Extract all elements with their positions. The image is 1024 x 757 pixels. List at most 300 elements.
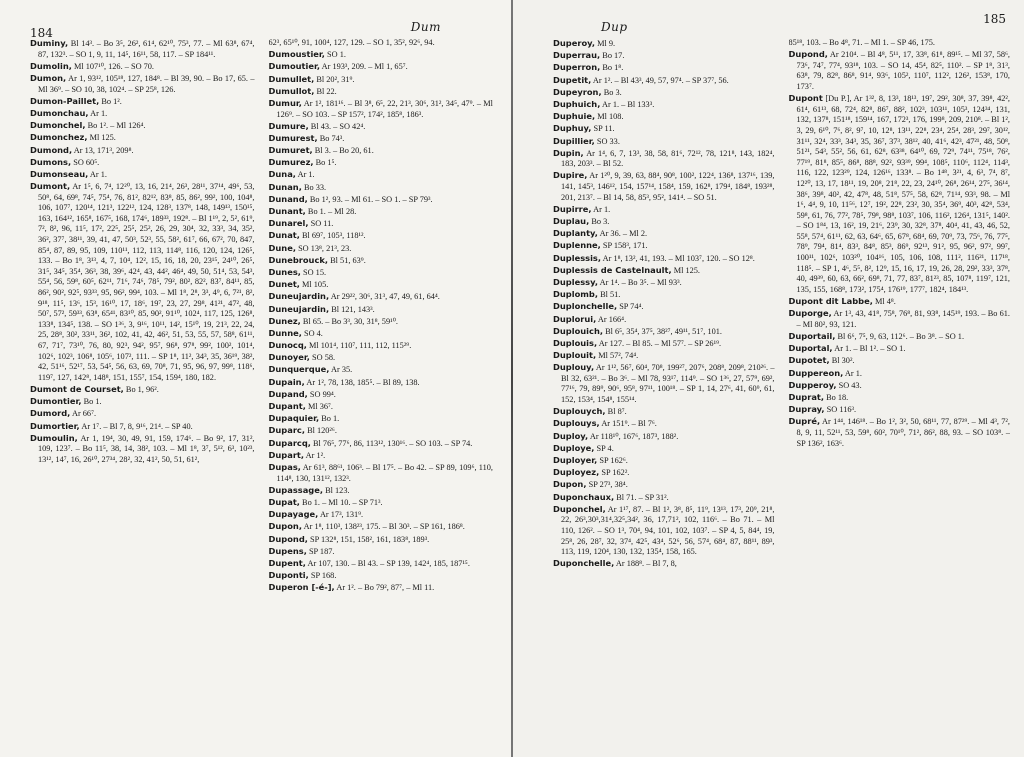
index-column <box>789 38 1011 751</box>
index-entry <box>269 509 494 521</box>
entry-headword: Dupens, <box>268 545 307 556</box>
index-entry <box>553 406 775 418</box>
entry-references: Ar 1², 181¹⁶. – Bl 3⁸, 6⁵, 22, 21³, 30⁶, 31², 34⁵, 47⁹. – Ml 126⁹. – SO 103. – SP 157², 174², 185⁸, 186³. <box>276 98 493 119</box>
entry-references: Ar 1. <box>90 108 108 118</box>
entry-references: SO 58. <box>312 353 336 363</box>
entry-headword: Dune, <box>268 242 296 253</box>
index-entry <box>269 38 494 49</box>
entry-headword: Dupart, <box>268 449 305 460</box>
index-entry <box>269 450 494 462</box>
left-page <box>0 0 511 757</box>
index-entry <box>269 485 494 497</box>
entry-headword: Dumon-Paillet, <box>30 95 100 106</box>
entry-headword: Duportal, <box>788 343 833 354</box>
index-entry <box>553 170 775 203</box>
index-column <box>30 38 255 751</box>
entry-references: Ar 166⁴. <box>597 314 627 324</box>
index-entry <box>269 86 494 98</box>
entry-references: Ml 107¹⁰, 126. – SO 70. <box>73 61 155 71</box>
index-entry <box>553 277 775 289</box>
entry-headword: Duplau, <box>553 216 590 227</box>
index-entry <box>553 99 775 111</box>
entry-references: SP 4. <box>596 443 614 453</box>
index-entry <box>269 255 494 267</box>
entry-headword: Dunant, <box>268 206 306 217</box>
entry-references: Bl 69⁷, 105³, 118¹². <box>302 231 366 241</box>
entry-headword: Dumuret, <box>268 145 313 156</box>
index-entry <box>269 340 494 352</box>
entry-headword: Dupray, <box>788 404 825 415</box>
index-entry <box>269 121 494 133</box>
entry-references: Ar 61³, 88⁶¹, 106³. – Bl 17⁵. – Bo 42. – SP 89, 109⁶, 110, 114⁸, 130, 131¹², 132³. <box>276 462 493 483</box>
index-entry <box>269 546 494 558</box>
index-entry <box>789 392 1011 404</box>
entry-headword: Duphuie, <box>553 111 596 122</box>
index-entry <box>269 497 494 509</box>
index-entry <box>269 413 494 425</box>
entry-headword: Dupont dit Labbe, <box>788 296 873 307</box>
entry-headword: Dumure, <box>268 120 309 131</box>
entry-headword: Dunet, <box>268 279 300 290</box>
index-entry <box>789 38 1011 49</box>
entry-headword: Duporge, <box>788 308 832 319</box>
entry-headword: Duperoy, <box>553 38 596 48</box>
entry-headword: Dupire, <box>553 170 588 181</box>
entry-references: Bo 1. <box>83 397 102 407</box>
entry-references: Bl 76⁵, 77⁶, 86, 113¹², 130¹⁶. – SO 103. – SP 74. <box>313 438 473 448</box>
index-entry <box>553 431 775 443</box>
entry-references: Bo 1⁵. <box>315 158 337 168</box>
index-columns <box>553 38 1010 751</box>
entry-references: SP 158³, 171. <box>602 241 648 251</box>
index-entry <box>269 364 494 376</box>
entry-references: Bl 14³. – Bo 3⁵, 26², 61⁴, 62¹⁰, 75³, 77. – Ml 63⁸, 67⁴, 87, 132³. – SO 1, 9, 11, 14⁵, 16¹¹, 58, 117. – SP 184¹¹. <box>38 39 255 59</box>
index-entry <box>553 148 775 170</box>
index-entry <box>553 301 775 313</box>
entry-headword: Duplouit, <box>553 350 597 361</box>
index-entry <box>553 75 775 87</box>
index-entry <box>553 467 775 479</box>
entry-headword: Dupent, <box>268 557 306 568</box>
index-entry <box>789 355 1011 367</box>
entry-references: SO 116³. <box>826 405 857 415</box>
entry-references: Ar 1. – Bl 133³. <box>602 99 655 109</box>
index-entry <box>30 61 255 73</box>
entry-headword: Dumortier, <box>30 420 80 431</box>
entry-references: Ar 1⁵, 6, 7⁴, 12²⁰, 13, 16, 21⁴, 26³, 28¹¹, 37¹⁴, 49⁶, 53, 50⁸, 64, 69⁸, 74⁵, 75⁴, 76, 81², 82¹², 83⁸, 85, 86², 99², 100, 104⁸, 106, 107⁷, 120¹⁴, 121³, 122¹², 124, 128³, 137⁸, 148, 149¹³, 150¹⁵, 163, 164¹², 165⁸, 167⁵, 168, 174⁶, 189³³, 192⁸. – Bl 1¹⁹, 2, 5², 61⁹, 7², 8², 96, 11⁵, 17², 22⁵, 25⁵, 25², 26, 29, 30⁴, 32, 33³, 34, 35², 36², 37⁷, 38¹¹, 39, 41, 47, 50³, 52³, 55, 58², 61⁷, 66, 67², 70, 847, 85⁴, 87, 89, 95, 109, 110¹¹, 112, 113, 114⁸, 116, 120, 124, 126⁵, 133. – Bo 1⁸, 3¹³, 4, 7, 10⁴, 12², 15, 16, 18, 20, 23¹⁵, 24¹⁰, 26⁵, 31⁵, 34⁵, 35⁴, 36³, 38, 39⁶, 42⁴, 43, 44², 46⁴, 49, 50, 51⁴, 53, 54³, 55⁴, 56, 59⁸, 60⁵, 62¹¹, 71⁶, 74⁶, 78⁵, 79², 80², 82², 83⁷, 84¹¹, 85, 86², 90², 92⁵, 93³³, 95, 96², 99⁴, 103. – Ml 1⁸, 2⁸, 3³, 4⁹, 6, 7²¹, 8², 9¹⁸, 11⁵, 13⁶, 15³, 16¹⁰, 17, 18⁶, 19⁷, 23, 27, 29⁸, 41²¹, 47², 48, 50⁷, 57², 59³³, 63⁸, 65⁴¹, 83¹⁰, 85, 90², 91¹⁰, 102⁴, 117, 125, 126⁸, 133⁸, 134⁵, 138. – SO 1³⁶, 3, 9¹⁶, 10¹¹, 14², 15¹⁰, 19, 21³, 22, 24, 25, 28⁸, 30², 33¹¹, 36², 102, 41, 42, 46², 51, 53, 55, 57, 58⁸, 61¹¹, 67, 71⁷, 73¹⁰, 76, 80, 92³, 94², 95⁷, 96⁸, 97⁸, 99², 100², 101⁴, 102⁶, 102³, 106⁸, 105⁶, 107², 111. – SP 1⁸, 11², 34³, 35, 36¹⁹, 38², 42, 51¹⁶, 52¹⁷, 53, 54⁵, 56, 63, 69, 70⁸, 71, 95, 96, 97, 99⁸, 118⁶, 119⁷, 127, 142⁸, 148⁸, 151, 155⁷, 154, 159⁴, 180, 182. <box>38 182 255 382</box>
running-head: Dum <box>410 20 441 34</box>
index-entry <box>30 181 255 383</box>
entry-references: Ar 66⁷. <box>71 409 97 419</box>
entry-headword: Dupond, <box>788 49 828 60</box>
index-entry <box>269 194 494 206</box>
entry-headword: Dupon, <box>553 479 587 490</box>
entry-references: Bl 121, 143³. <box>331 304 375 314</box>
entry-headword: Duphuy, <box>553 123 592 134</box>
index-entry <box>553 87 775 99</box>
entry-headword: Dumoustier, <box>268 49 325 60</box>
index-entry <box>269 218 494 230</box>
index-entry <box>789 368 1011 380</box>
entry-headword: Duphuich, <box>553 98 601 109</box>
entry-headword: Duplomb, <box>553 289 599 300</box>
entry-headword: Duponchaux, <box>553 491 615 502</box>
entry-headword: Duplouy, <box>553 362 595 373</box>
index-entry <box>269 521 494 533</box>
entry-headword: Dumonchau, <box>30 107 89 118</box>
entry-headword: Dunocq, <box>268 340 307 351</box>
index-entry <box>269 425 494 437</box>
index-entry <box>269 401 494 413</box>
entry-references: Ar 151⁹. – Bl 7⁶. <box>601 419 657 429</box>
entry-references: Ml 125. <box>89 133 116 143</box>
entry-headword: Dumoutier, <box>268 61 321 72</box>
index-entry <box>269 304 494 316</box>
entry-references: Ar 1⁴. – Bo 3⁵. – Ml 93³. <box>599 277 682 287</box>
entry-references: Ar 17³, 131⁹. <box>319 510 364 520</box>
entry-headword: Dumonchez, <box>30 132 88 143</box>
entry-references: SO 60⁵. <box>73 157 100 167</box>
entry-references: Bo 1², 93. – Ml 61. – SO 1. – SP 79³. <box>309 194 433 204</box>
entry-references: Ar 1, 19⁴, 30, 49, 91, 159, 174⁶. – Bo 9², 17, 31², 109, 123⁷. – Bo 11⁵, 38, 14, 38², 103. – Ml 1⁸, 3⁷, 5¹², 6³, 10²³, 13¹², 14⁷, 16, 26¹⁰, 27³⁴, 28², 32, 41², 50, 51, 61², <box>38 433 255 464</box>
entry-references: Bl 6⁶, 7⁵, 9, 63, 112⁶. – Bo 3⁸. – SO 1. <box>837 332 965 341</box>
index-entry <box>269 582 494 594</box>
entry-references: Bo 1². – Ml 126⁴. <box>87 121 146 131</box>
entry-references: Ar 1². – Bl 43³, 49, 57, 97⁴. – SP 37⁷, 56. <box>592 75 729 85</box>
entry-references: Bo 17. <box>602 51 625 61</box>
entry-headword: Dunand, <box>268 193 308 204</box>
index-entry <box>553 289 775 301</box>
entry-headword: Duplouich, <box>553 325 604 336</box>
entry-headword: Duparc, <box>268 425 305 436</box>
entry-headword: Duplouys, <box>553 418 600 429</box>
entry-references: Bl 51. <box>600 290 621 300</box>
index-entry <box>553 240 775 252</box>
entry-references: SO 13⁸, 21³, 23. <box>298 243 352 253</box>
entry-references: Ml 108. <box>597 112 624 122</box>
index-entry <box>30 145 255 157</box>
entry-references: Ar 193³, 209. – Ml 1, 65⁷. <box>321 62 408 72</box>
index-entry <box>553 123 775 135</box>
index-entry <box>269 316 494 328</box>
index-entry <box>553 265 775 277</box>
entry-references: Bl 123. <box>325 485 350 495</box>
index-entry <box>789 416 1011 449</box>
index-entry <box>30 108 255 120</box>
entry-headword: Duna, <box>268 169 296 180</box>
index-entry <box>789 380 1011 392</box>
index-entry <box>553 418 775 430</box>
entry-references: Ar 1². <box>305 450 326 460</box>
entry-references: Ml 57², 74⁴. <box>598 351 639 361</box>
entry-headword: Dumullot, <box>268 85 315 96</box>
index-entry <box>553 350 775 362</box>
entry-references: Ml 4⁸. <box>874 297 896 307</box>
entry-headword: Dumolin, <box>30 60 72 71</box>
entry-headword: Duppereon, <box>788 367 844 378</box>
entry-headword: Dupayage, <box>268 509 319 520</box>
entry-headword: Duplanty, <box>553 228 598 239</box>
index-entry <box>269 570 494 582</box>
entry-headword: Duponti, <box>268 570 309 581</box>
entry-references: Ml 101⁴, 110⁷, 111, 112, 115²⁹. <box>309 341 412 351</box>
index-entry <box>269 438 494 450</box>
entry-headword: Dupaquier, <box>268 413 320 424</box>
index-entry <box>553 362 775 405</box>
index-entry <box>30 38 255 60</box>
entry-references: Bl 20², 31⁹. <box>316 74 355 84</box>
entry-references: Bo 33. <box>303 182 327 192</box>
index-entry <box>30 169 255 181</box>
entry-references: Ml 105. <box>302 280 329 290</box>
index-entry <box>553 455 775 467</box>
entry-headword: Dupant, <box>268 401 306 412</box>
entry-headword: Dupperoy, <box>788 379 837 390</box>
entry-headword: Dupand, <box>268 388 308 399</box>
entry-headword: Dunat, <box>268 230 300 241</box>
entry-references: Ar 1⁸, 110³, 138²³, 175. – Bl 30³. – SP 161, 186⁸. <box>303 522 465 532</box>
entry-headword: Duplouis, <box>553 337 598 348</box>
entry-headword: Dupond, <box>268 533 308 544</box>
entry-references: Ar 1³, 43, 41⁸, 75⁸, 76⁸, 81, 93⁸, 145¹⁹, 193. – Bo 61. – Ml 80², 93, 121. <box>796 309 1010 329</box>
index-entry <box>553 314 775 326</box>
entry-references: Ar 1², 78, 138, 185⁵. – Bl 89, 138. <box>306 377 420 387</box>
entry-references: Ar 1¹⁷, 87. – Bl 1², 3⁸, 8⁵, 11⁹, 13¹³, 17³, 20⁹, 21⁸, 22, 26³,30³,31⁴,32⁵,34², 36, 17,71², 102, 116⁶. – Bo 71. – Ml 110, 126². – SO 1³, 70⁴, 94, 101, 102, 103⁷. – SP 4, 5, 84⁴, 19, 25⁸, 26, 28⁷, 32, 37⁴, 42⁵, 43⁴, 52⁶, 56, 57⁴, 68⁴, 87, 88¹¹, 89³, 113, 119, 120⁴, 130, 132, 135⁴, 158, 165. <box>561 504 775 557</box>
entry-references: Bo 3. <box>603 87 622 97</box>
entry-headword: Dumon, <box>30 72 67 83</box>
entry-references: SP 162⁶. <box>599 456 628 465</box>
entry-references: Ar 210⁴. – Bl 4⁸, 5¹¹, 17, 33⁸, 61⁸, 89¹⁵. – Ml 37, 58⁶, 73⁶, 74⁷, 77⁴, 93¹⁸, 103. – SO 14, 45⁴, 82⁵, 110². – SP 1⁸, 31³, 63⁸, 79, 82⁸, 86⁸, 91⁴, 93⁶, 105², 110⁷, 112², 126², 153⁸, 170, 173⁷. <box>796 50 1010 91</box>
entry-references: Ar 1⁴⁴, 146¹⁸. – Bo 1², 3², 50, 68¹¹, 77, 87²⁹. – Ml 4³, 7², 8, 9, 11, 52¹¹, 53, 59⁸, 60², 70¹⁰, 71², 86², 88, 93. – SO 103⁸. – SP 136², 163⁶. <box>796 417 1010 448</box>
entry-headword: Duplonchelle, <box>553 301 618 312</box>
index-entry <box>789 296 1011 308</box>
entry-headword: Duployer, <box>553 455 598 465</box>
entry-references: Bo 1. – Ml 10. – SP 71³. <box>302 497 383 507</box>
entry-headword: Dunebrouck, <box>268 254 329 265</box>
entry-references: Bl 22. <box>316 86 337 96</box>
index-entry <box>269 133 494 145</box>
entry-headword: Dunan, <box>268 181 302 192</box>
entry-headword: Dumullet, <box>268 73 315 84</box>
entry-references: SO 33. <box>596 136 620 146</box>
index-entry <box>30 73 255 95</box>
entry-references: Ar 1. <box>844 368 862 378</box>
index-entry <box>269 328 494 340</box>
index-entry <box>30 408 255 420</box>
entry-references: Bo 1². <box>101 96 122 106</box>
index-column <box>269 38 494 751</box>
index-entry <box>553 443 775 455</box>
entry-references: Bl 51, 63⁹. <box>330 255 366 265</box>
entry-headword: Duperon [-é-], <box>268 582 335 593</box>
entry-references: Bo 1. – Ml 28. <box>307 207 357 217</box>
entry-headword: Dupillier, <box>553 135 595 146</box>
entry-references: Ar 1⁴, 6, 7, 13³, 38, 58, 81⁶, 72¹², 78, 121⁸, 143, 182⁴, 183, 203³. – Bl 52. <box>561 148 775 169</box>
index-entry <box>269 230 494 242</box>
entry-headword: Duplouych, <box>553 406 606 417</box>
entry-references: Bl 120²⁶. <box>307 426 337 436</box>
index-entry <box>553 136 775 148</box>
entry-headword: Dupotet, <box>788 355 830 366</box>
index-entry <box>789 49 1011 92</box>
entry-references: SO 1. <box>327 50 346 60</box>
entry-headword: Dumord, <box>30 408 71 419</box>
entry-headword: Dumontier, <box>30 396 82 407</box>
entry-headword: Dumurez, <box>268 157 314 168</box>
index-entry <box>269 291 494 303</box>
entry-references: SP 27³, 38⁴. <box>588 480 628 490</box>
index-entry <box>553 338 775 350</box>
page-number: 185 <box>983 12 1006 26</box>
index-entry <box>269 169 494 181</box>
index-entry <box>30 157 255 169</box>
entry-headword: Dumonseau, <box>30 168 89 179</box>
index-entry <box>553 558 775 570</box>
entry-references: Bo 1. <box>321 414 340 424</box>
entry-headword: Duplorui, <box>553 313 597 324</box>
entry-headword: Dupeyron, <box>553 86 602 97</box>
entry-references: Ar 1. <box>89 169 107 179</box>
index-entry <box>269 49 494 61</box>
index-entry <box>553 326 775 338</box>
entry-headword: Duplessis, <box>553 252 602 263</box>
index-entry <box>789 343 1011 355</box>
index-entry <box>553 479 775 491</box>
entry-headword: Duponchelle, <box>553 558 615 569</box>
index-column <box>553 38 775 751</box>
entry-references: SP 132⁸, 151, 158², 161, 183⁸, 189³. <box>310 534 430 544</box>
index-entry <box>30 120 255 132</box>
entry-headword: Dupain, <box>268 376 305 387</box>
index-entry <box>553 50 775 62</box>
entry-references: [Du P.], Ar 1³², 8, 13³, 18¹³, 19⁷, 29², 30⁸, 37, 39⁸, 42², 61⁴, 61¹³, 68, 72⁴, 82⁸, 86⁷, 88², 102³, 103¹¹, 105³, 124³⁴, 131, 132, 137⁸, 151¹⁸, 159¹⁴, 167, 172³, 176, 199⁸, 209, 210⁸. – Bl 1², 3, 29, 6¹⁰, 7⁶, 8², 9⁷, 10, 12⁸, 13¹¹, 22⁸, 23⁴, 25⁴, 28³, 29⁷, 30¹², 31¹¹, 32⁴, 33³, 34³, 35, 36⁷, 37³, 38¹², 40, 41⁶, 42³, 47²¹, 48, 50⁸, 51²¹, 54³, 55², 56, 61, 62⁸, 63³⁸, 64¹⁰, 69, 72⁹, 74¹¹, 75¹⁸, 76², 77¹⁹, 81⁸, 85⁵, 86⁸, 88⁸, 92², 93³⁹, 99⁴, 108⁵, 110⁶, 112⁴, 114³, 116, 122, 123²⁹, 124, 126¹⁶, 133⁸. – Bo 1⁴⁸, 3²¹, 4, 6³, 7⁴, 8⁷, 12²⁰, 13, 17, 18¹¹, 19, 20⁸, 21⁸, 22, 23, 24¹⁰, 26⁸, 26¹⁴, 27⁵, 36¹⁴, 38⁶, 39⁸, 40², 42, 47⁸, 48, 51⁸, 57⁵, 58, 62⁸, 71¹⁴, 93³, 98. – Ml 1⁶, 4⁴, 9, 10, 11⁵⁶, 12⁷, 19², 22⁸, 23², 30, 35⁴, 36⁹, 40³, 42⁸, 53⁴, 59⁸, 61, 76, 77², 78⁵, 79⁸, 98⁸, 103⁷, 106, 116², 126⁴, 131⁵, 140². – SO 1⁸⁴, 13, 16², 19, 21⁶, 23⁹, 30, 32⁸, 37⁸, 40⁴, 41, 43, 46, 52, 55⁸, 57⁴, 61¹¹, 62, 63, 64⁶, 65, 67⁸, 68⁴, 69, 70⁹, 73, 75⁶, 76, 77⁵, 78⁹, 79⁴, 81⁴, 83³, 84⁸, 85³, 86⁹, 92¹³, 91², 95, 96², 97², 99⁷, 100¹¹, 102⁶, 103²⁰, 104¹⁶, 105, 106, 108, 111², 116²¹, 117¹⁸, 118⁵. – SP 1, 4⁶, 5⁵, 8², 12⁹, 15, 16, 17, 19, 26, 28, 29², 33³, 37⁸, 40, 49³⁹, 60, 63, 66², 69⁸, 71, 77, 83⁷, 81²³, 85, 107⁸, 119⁷, 121, 135, 155, 168⁸, 173², 175⁴, 176¹⁹, 177⁷, 182⁴, 184¹³. <box>796 94 1010 294</box>
entry-headword: Dunne, <box>268 327 302 338</box>
entry-headword: Dumurest, <box>268 132 318 143</box>
entry-headword: Duneujardin, <box>268 291 330 302</box>
entry-headword: Dupirre, <box>553 203 592 214</box>
entry-references: Ar 1⁷. – Bl 7, 8, 9¹⁶, 21⁴. – SP 40. <box>81 421 193 431</box>
index-entry <box>553 38 775 50</box>
entry-headword: Duprat, <box>788 391 825 402</box>
entry-references: Bo 3. <box>591 217 610 227</box>
index-entry <box>269 352 494 364</box>
index-entry <box>30 384 255 396</box>
entry-headword: Dumoulin, <box>30 432 78 443</box>
entry-headword: Dunes, <box>268 266 301 277</box>
entry-references: Bo 1⁸. <box>602 63 624 73</box>
entry-references: SO 4. <box>303 328 323 338</box>
entry-headword: Dumonchel, <box>30 120 86 131</box>
entry-references: SO 11. <box>310 219 334 229</box>
index-entry <box>553 216 775 228</box>
entry-headword: Dupetit, <box>553 74 592 85</box>
entry-headword: Duparcq, <box>268 437 311 448</box>
index-entry <box>269 61 494 73</box>
index-entry <box>30 396 255 408</box>
entry-references: Bl 43. – SO 42⁴. <box>310 121 366 131</box>
entry-references: Ar 1¹², 56⁷, 60⁴, 70⁸, 199²⁷, 207⁶, 208⁸, 209⁸, 210²⁶. – Bl 32, 63²¹. – Bo 3⁶. – Ml 78, 93¹⁷, 114⁹. – SO 1³⁶, 27, 57⁹, 69², 77¹⁶, 79, 89⁹, 90⁶, 95⁸, 97¹¹, 100¹⁸. – SP 1, 14, 27⁶, 41, 60⁹, 61, 152, 153⁴, 154⁸, 155¹⁴. <box>561 363 775 405</box>
index-entry <box>269 534 494 546</box>
index-entry <box>553 204 775 216</box>
entry-headword: Duplessy, <box>553 276 598 287</box>
entry-references: Ar 1². – Bo 79², 87⁷, – Ml 11. <box>336 583 435 593</box>
entry-references: Ml 125. <box>673 265 701 275</box>
entry-headword: Dupont <box>788 93 823 104</box>
running-head: Dup <box>601 20 628 34</box>
index-entry <box>553 492 775 504</box>
entry-headword: Duployez, <box>553 467 600 478</box>
entry-headword: Dupin, <box>553 147 584 158</box>
index-entry <box>269 558 494 570</box>
entry-references: Ar 1. <box>297 170 315 180</box>
entry-references: SP 168. <box>310 571 337 581</box>
index-entry <box>30 96 255 108</box>
entry-references: Bl 71. – SP 31². <box>616 492 669 502</box>
entry-references: Ar 188⁸. – Bl 7, 8, <box>615 559 677 569</box>
entry-headword: Dupré, <box>788 416 821 427</box>
index-entry <box>269 377 494 389</box>
index-entry <box>269 462 494 484</box>
index-entry <box>269 279 494 291</box>
entry-references: 62³, 65¹⁰, 91, 100⁴, 127, 129. – SO 1, 35², 92⁶, 94. <box>268 38 435 47</box>
entry-headword: Dumont de Courset, <box>30 383 124 394</box>
entry-references: Ar 13, 171³, 209⁸. <box>73 145 134 155</box>
index-entry <box>269 389 494 401</box>
index-entry <box>553 253 775 265</box>
entry-references: Bo 1, 96². <box>125 384 159 394</box>
entry-headword: Dupat, <box>268 496 300 507</box>
index-entry <box>269 157 494 169</box>
entry-references: Ar 1. <box>593 204 611 214</box>
entry-headword: Dumond, <box>30 144 73 155</box>
index-entry <box>269 182 494 194</box>
entry-references: SO 99⁴. <box>309 389 336 399</box>
entry-headword: Duneujardin, <box>268 303 330 314</box>
entry-headword: Dunez, <box>268 315 301 326</box>
index-entry <box>789 331 1011 343</box>
index-entry <box>269 98 494 120</box>
entry-headword: Dunarel, <box>268 218 309 229</box>
entry-references: Bl 30². <box>831 356 855 366</box>
entry-references: Ar 29²², 30⁶, 31³, 47, 49, 61, 64⁴. <box>330 292 440 302</box>
entry-references: Ar 107, 130. – Bl 43. – SP 139, 142⁴, 185, 187¹⁵. <box>307 558 470 568</box>
index-entry <box>30 421 255 433</box>
entry-references: Ar 1. – Bl 1². – SO 1. <box>834 344 906 354</box>
entry-headword: Duperrau, <box>553 50 601 61</box>
index-columns <box>30 38 493 751</box>
entry-references: Ml 9. <box>597 39 616 48</box>
index-entry <box>269 267 494 279</box>
page-number: 184 <box>30 26 53 40</box>
entry-references: Ar 35. <box>331 365 353 375</box>
entry-headword: Dupas, <box>268 461 301 472</box>
entry-references: Bl 6⁵, 35⁴, 37⁵, 38²⁷, 49¹¹, 51⁷, 101. <box>605 326 722 336</box>
entry-headword: Duploye, <box>553 442 595 453</box>
entry-headword: Dupon, <box>268 521 302 532</box>
entry-headword: Duploy, <box>553 430 589 441</box>
index-entry <box>269 243 494 255</box>
entry-references: Bo 74³. <box>319 133 345 143</box>
index-entry <box>269 74 494 86</box>
index-entry <box>789 404 1011 416</box>
entry-references: 85¹⁸, 103. – Bo 4⁸, 71. – Ml 1. – SP 46, 175. <box>788 38 935 47</box>
entry-references: Ar 118¹⁰, 167⁶, 187³, 188². <box>589 431 679 441</box>
entry-headword: Dunoyer, <box>268 352 310 363</box>
entry-references: SP 162². <box>601 468 630 478</box>
entry-references: Bl 3. – Bo 20, 61. <box>314 146 374 156</box>
entry-references: SP 11. <box>593 124 615 134</box>
entry-references: Bl 8⁷. <box>607 407 627 417</box>
